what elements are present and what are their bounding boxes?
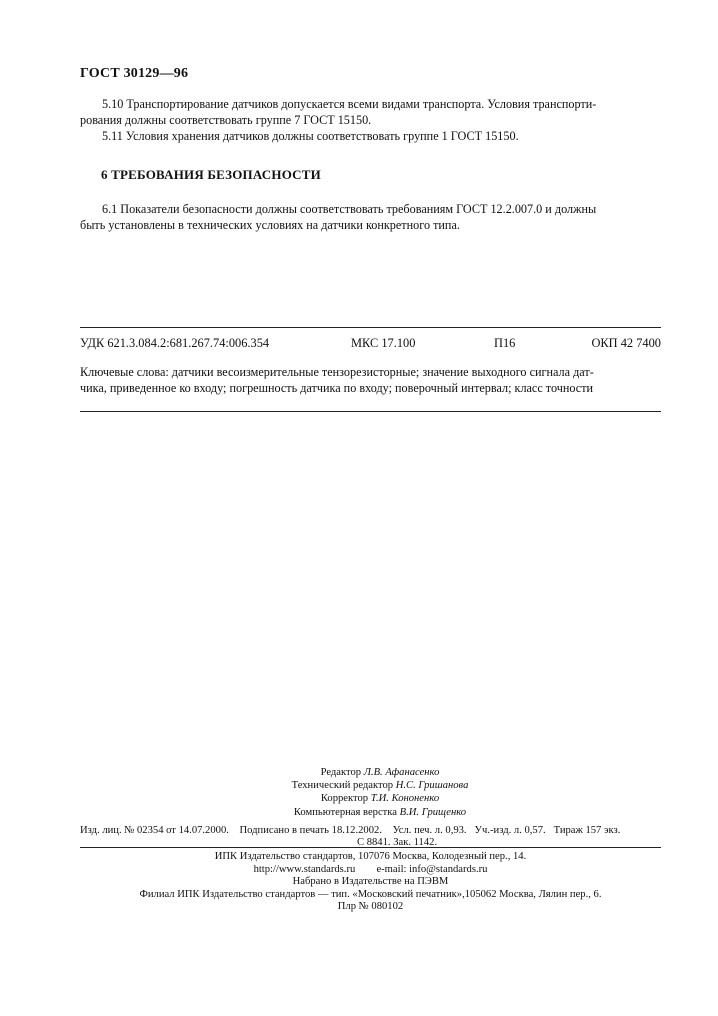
publication-info: [80, 824, 661, 837]
divider-bottom: [80, 411, 661, 412]
paragraph-5-11: [80, 128, 660, 144]
credits-block: [200, 766, 560, 819]
credit-role: Компьютерная верстка: [293, 806, 397, 818]
print-sheets: Усл. печ. л. 0,93.: [392, 825, 467, 836]
paragraph-6-1-line1: 6.1 Показатели безопасности должны соответствовать требованиям ГОСТ 12.2.007.0 и должны: [102, 202, 597, 216]
section-6-title: 6 ТРЕБОВАНИЯ БЕЗОПАСНОСТИ: [101, 167, 321, 182]
keywords-line1: Ключевые слова: датчики весоизмерительные тензорезисторные; значение выходного сигнала дат-: [80, 365, 594, 379]
paragraph-6-1: [80, 201, 660, 233]
credit-name: Л.В. Афанасенко: [363, 767, 440, 778]
divider-footer: [80, 847, 661, 848]
footer-line4: Филиал ИПК Издательство стандартов — тип. «Московский печатник»,105062 Москва, Лялин пер., 6.: [139, 888, 602, 900]
credit-tech-editor: [200, 779, 560, 792]
credit-role: Технический редактор: [291, 780, 394, 792]
mks-code: МКС 17.100: [351, 336, 416, 350]
okp-code: ОКП 42 7400: [591, 336, 661, 350]
credit-role: Редактор: [320, 767, 362, 778]
credit-corrector: [200, 792, 560, 805]
paragraph-5-11-text: 5.11 Условия хранения датчиков должны соответствовать группе 1 ГОСТ 15150.: [102, 129, 519, 143]
credit-role: Корректор: [320, 793, 369, 805]
credit-name: В.И. Грищенко: [399, 806, 467, 818]
credit-layout: [200, 806, 560, 819]
keywords: [80, 364, 661, 396]
standard-header: ГОСТ 30129—96: [80, 66, 189, 81]
credit-name: Т.И. Кононенко: [370, 793, 440, 805]
license-number: Изд. лиц. № 02354 от 14.07.2000.: [80, 825, 229, 836]
credit-name: Н.С. Гришанова: [395, 780, 469, 792]
footer-line2: http://www.standards.ru e-mail: info@standards.ru: [253, 863, 488, 875]
footer-line5: Плр № 080102: [337, 901, 404, 913]
footer-line3: Набрано в Издательстве на ПЭВМ: [292, 876, 449, 888]
paragraph-6-1-line2: быть установлены в технических условиях на датчики конкретного типа.: [80, 218, 460, 232]
paragraph-5-10-line1: 5.10 Транспортирование датчиков допускается всеми видами транспорта. Условия транспорти-: [102, 97, 597, 111]
order-number: С 8841. Зак. 1142.: [357, 837, 438, 848]
pub-sheets: Уч.-изд. л. 0,57.: [474, 825, 546, 836]
publisher-footer: [80, 851, 661, 914]
signed-date: Подписано в печать 18.12.2002.: [239, 825, 382, 836]
circulation: Тираж 157 экз.: [553, 825, 621, 836]
paragraph-5-10: [80, 96, 660, 128]
footer-line1: ИПК Издательство стандартов, 107076 Москва, Колодезный пер., 14.: [214, 851, 527, 862]
divider-top: [80, 327, 661, 328]
credit-editor: [200, 766, 560, 779]
keywords-line2: чика, приведенное ко входу; погрешность датчика по входу; поверочный интервал; класс точности: [80, 381, 594, 395]
paragraph-5-10-line2: рования должны соответствовать группе 7 ГОСТ 15150.: [80, 113, 372, 127]
udk-code: УДК 621.3.084.2:681.267.74:006.354: [80, 336, 270, 350]
group-code: П16: [494, 336, 516, 350]
classification-row: [80, 336, 661, 354]
